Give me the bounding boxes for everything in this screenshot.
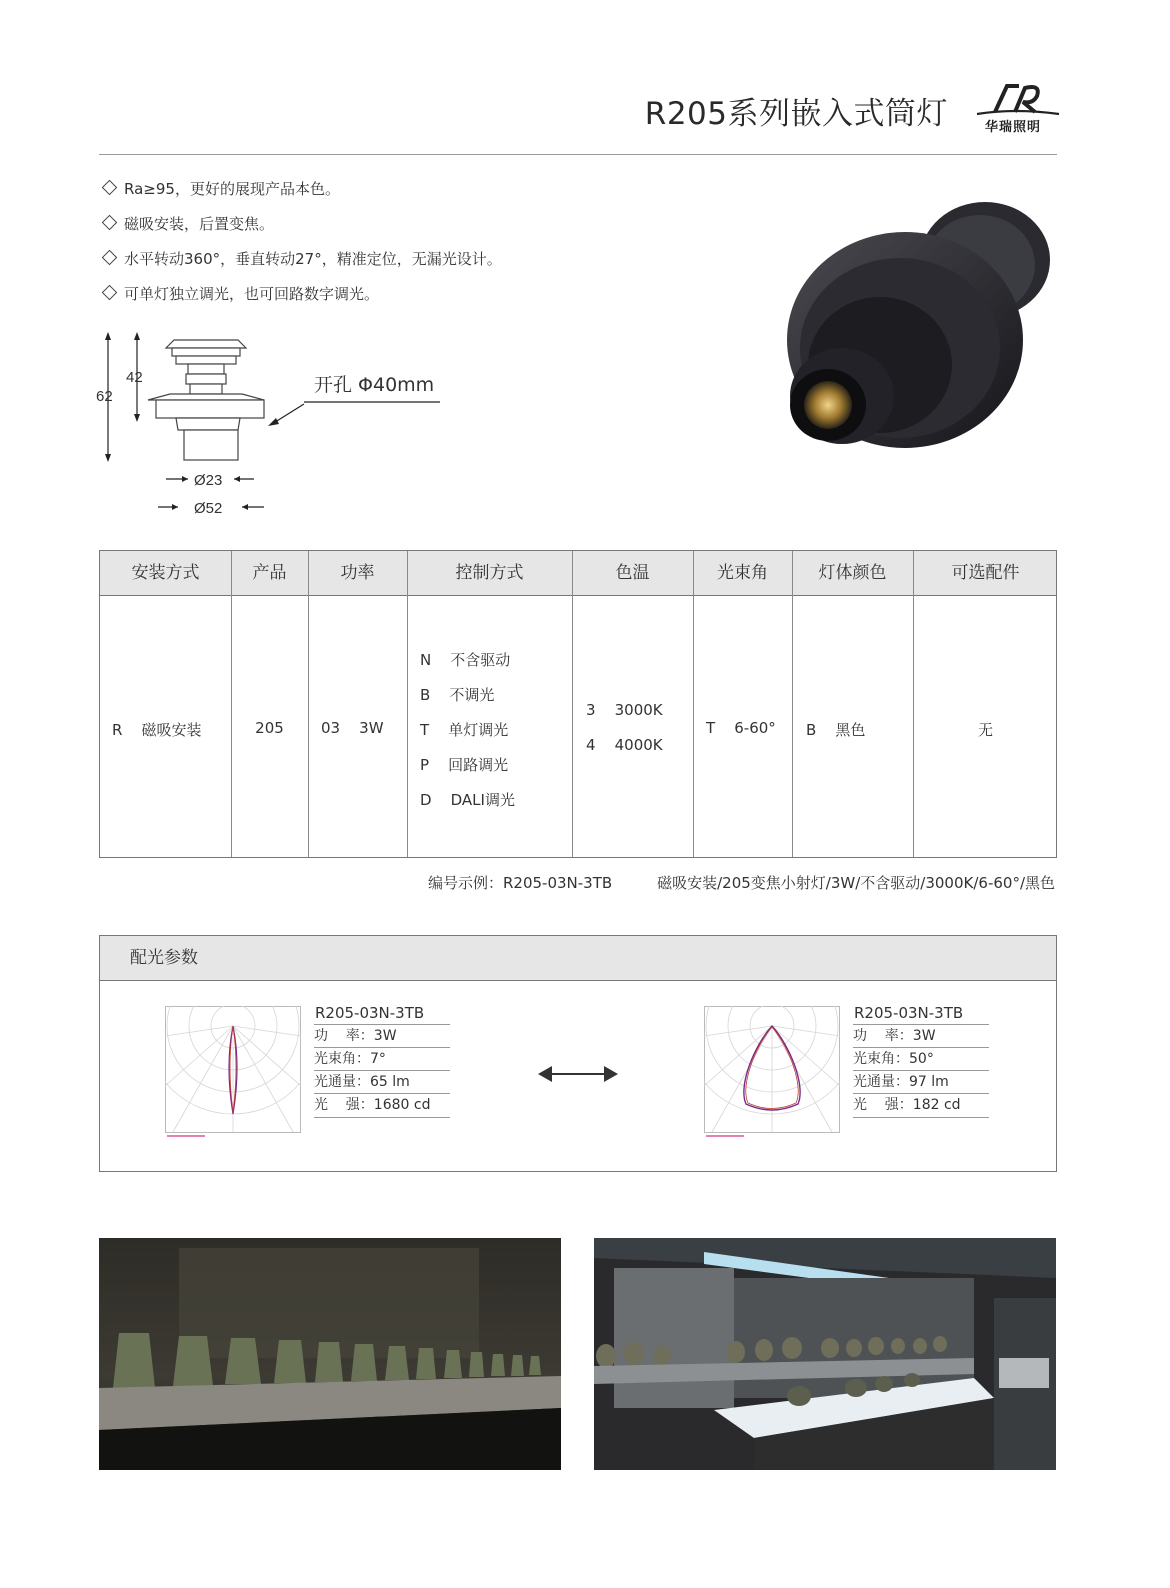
control-option: N 不含驱动 <box>420 651 511 669</box>
product-photo <box>770 200 1060 460</box>
example-description: 磁吸安装/205变焦小射灯/3W/不含驱动/3000K/6-60°/黑色 <box>657 874 1055 892</box>
height-upper-label: 42 <box>126 369 143 386</box>
column-divider <box>407 551 408 857</box>
feature-item: 水平转动360°，垂直转动27°，精准定位，无漏光设计。 <box>100 248 502 269</box>
column-divider <box>231 551 232 857</box>
dia-small-label: Ø23 <box>194 472 223 489</box>
column-header: 光束角 <box>717 563 768 583</box>
column-divider <box>572 551 573 857</box>
beam-cell: T 6-60° <box>706 719 776 737</box>
column-header: 控制方式 <box>455 563 524 583</box>
power-cell: 03 3W <box>321 719 384 737</box>
column-header: 产品 <box>252 563 287 583</box>
feature-item: 磁吸安装，后置变焦。 <box>100 213 274 234</box>
diamond-bullet-icon <box>102 285 118 301</box>
product-cell: 205 <box>255 719 284 737</box>
dia-large-label: Ø52 <box>194 500 223 517</box>
column-header: 功率 <box>340 563 375 583</box>
control-option: P 回路调光 <box>420 756 509 774</box>
model-label: R205-03N-3TB <box>854 1004 964 1022</box>
polar-diagram-wide <box>704 1006 840 1140</box>
spec-row: 光 强：1680 cd <box>314 1093 450 1118</box>
column-header: 可选配件 <box>951 563 1020 583</box>
column-header: 灯体颜色 <box>818 563 887 583</box>
light-section-title: 配光参数 <box>130 948 198 968</box>
accessory-cell: 无 <box>977 721 993 739</box>
model-label: R205-03N-3TB <box>315 1004 425 1022</box>
spec-row: 光通量：65 lm <box>314 1070 450 1094</box>
column-divider <box>308 551 309 857</box>
dimension-drawing <box>92 322 462 527</box>
polar-diagram-narrow <box>165 1006 301 1140</box>
height-total-label: 62 <box>96 388 113 405</box>
control-option: B 不调光 <box>420 686 495 704</box>
spec-row: 光束角：50° <box>853 1047 989 1071</box>
page-title: R205系列嵌入式筒灯 <box>644 96 948 132</box>
cutout-label: 开孔 Φ40mm <box>314 374 435 396</box>
column-divider <box>913 551 914 857</box>
logo-text: 华瑞照明 <box>985 120 1042 135</box>
diamond-bullet-icon <box>102 215 118 231</box>
diamond-bullet-icon <box>102 250 118 266</box>
museum-vessels-photo <box>594 1238 1056 1470</box>
light-section-header <box>100 936 1056 981</box>
spec-row: 功 率：3W <box>314 1024 450 1048</box>
cct-option: 3 3000K <box>586 701 663 719</box>
spec-row: 光束角：7° <box>314 1047 450 1071</box>
spec-row: 光 强：182 cd <box>853 1093 989 1118</box>
column-header: 安装方式 <box>131 563 200 583</box>
column-divider <box>693 551 694 857</box>
control-option: T 单灯调光 <box>420 721 509 739</box>
double-arrow-icon <box>536 1063 620 1085</box>
control-option: D DALI调光 <box>420 791 515 809</box>
museum-bells-photo <box>99 1238 561 1470</box>
install-cell: R 磁吸安装 <box>112 721 202 739</box>
diamond-bullet-icon <box>102 180 118 196</box>
spec-row: 光通量：97 lm <box>853 1070 989 1094</box>
spec-table <box>99 550 1057 858</box>
spec-row: 功 率：3W <box>853 1024 989 1048</box>
column-divider <box>792 551 793 857</box>
column-header: 色温 <box>615 563 650 583</box>
header-divider <box>99 154 1057 155</box>
color-cell: B 黑色 <box>806 721 866 739</box>
example-code: 编号示例：R205-03N-3TB <box>428 874 613 892</box>
feature-item: Ra≥95，更好的展现产品本色。 <box>100 178 340 199</box>
cct-option: 4 4000K <box>586 736 663 754</box>
feature-item: 可单灯独立调光，也可回路数字调光。 <box>100 283 379 304</box>
